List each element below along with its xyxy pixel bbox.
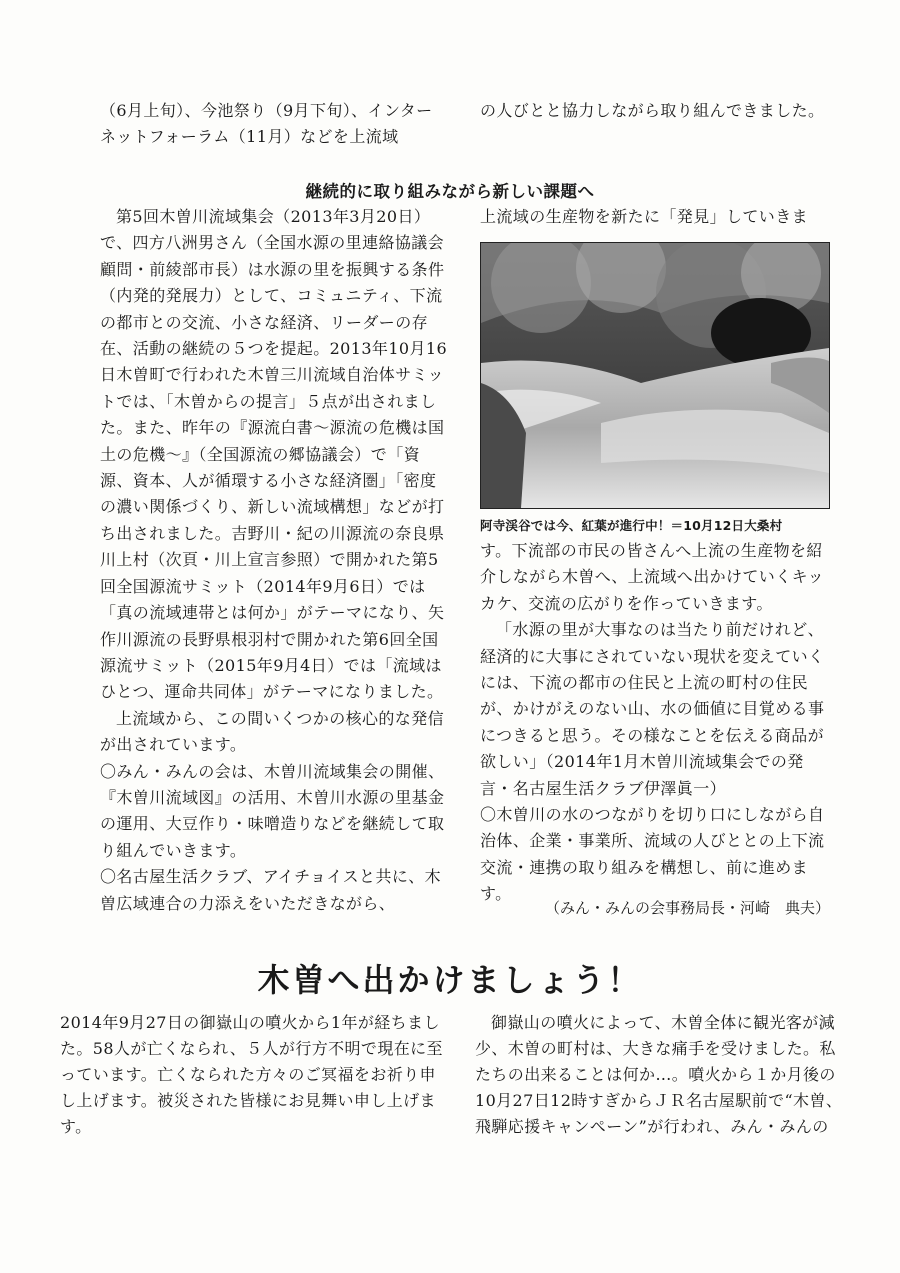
article-right-column [475, 1010, 845, 1140]
top-right-text: の人びとと協力しながら取り組んできました。 [480, 101, 825, 120]
section-right-column [480, 538, 830, 908]
right-top-text: 上流域の生産物を新たに「発見」していきま [480, 207, 809, 226]
author-signature: （みん・みんの会事務局長・河崎 典夫） [544, 899, 830, 917]
section-heading: 継続的に取り組みながら新しい課題へ [305, 182, 595, 201]
valley-photo-image [481, 243, 829, 508]
article-left-column [60, 1010, 445, 1140]
left-paragraph-1: 第5回木曽川流域集会（2013年3月20日）で、四方八洲男さん（全国水源の里連絡協議会顧問・前綾部市長）は水源の里を振興する条件（内発的発展力）として、コミュニティ、下流の都市との交流、小さな経済、リーダーの存在、活動の継続の５つを提起。2013年10月16日木曽町で行われた木曽三川流域自治体サミットでは、「木曽からの提言」５点が出されました。また、昨年の『源流白書～源流の危機は国土の危機～』（全国源流の郷協議会）で「資源、資本、人が循環する小さな経済圏」「密度の濃い関係づくり、新しい流域構想」などが打ち出されました。吉野川・紀の川源流の奈良県川上村（次頁・川上宣言参照）で開かれた第5回全国源流サミット（2014年9月6日）では「真の流域連帯とは何か」がテーマになり、矢作川源流の長野県根羽村で開かれた第6回全国源流サミット（2015年9月4日）では「流域はひとつ、運命共同体」がテーマになりました。 [100, 207, 448, 702]
right-paragraph-2: 「水源の里が大事なのは当たり前だけれど、経済的に大事にされていない現状を変えていくには、下流の都市の住民と上流の町村の住民が、かけがえのない山、水の価値に目覚める事につきると思う。その様なことを伝える商品が欲しい」（2014年1月木曽川流域集会での発言・名古屋生活クラブ伊澤眞一） [480, 620, 825, 798]
top-left-continuation [100, 98, 445, 151]
left-paragraph-3: 〇みん・みんの会は、木曽川流域集会の開催、『木曽川流域図』の活用、木曽川水源の里基金の運用、大豆作り・味噌造りなどを継続して取り組んでいきます。 [100, 761, 445, 860]
valley-photo [480, 242, 830, 509]
photo-caption: 阿寺渓谷では今、紅葉が進行中！＝10月12日大桑村 [480, 518, 783, 533]
right-paragraph-3: 〇木曽川の水のつながりを切り口にしながら自治体、企業・事業所、流域の人びととの上下流交流・連携の取り組みを構想し、前に進めます。 [480, 805, 825, 904]
article-left-text: 2014年9月27日の御嶽山の噴火から1年が経ちました。58人が亡くなられ、５人が行方不明で現在に至っています。亡くなられた方々のご冥福をお祈り申し上げます。被災された皆様にお見舞い申し上げます。 [60, 1013, 443, 1136]
right-paragraph-1: す。下流部の市民の皆さんへ上流の生産物を紹介しながら木曽へ、上流域へ出かけていくキッカケ、交流の広がりを作っていきます。 [480, 541, 825, 613]
left-paragraph-4: 〇名古屋生活クラブ、アイチョイスと共に、木曽広域連合の力添えをいただきながら、 [100, 867, 442, 913]
left-paragraph-2: 上流域から、この間いくつかの核心的な発信が出されています。 [100, 708, 445, 755]
section-right-top [480, 204, 830, 230]
section-left-column [100, 204, 450, 917]
top-left-text: （6月上旬）、今池祭り（9月下旬）、インターネットフォーラム（11月）などを上流域 [100, 101, 433, 147]
article-title: 木曽へ出かけましょう！ [257, 961, 643, 999]
article-right-text: 御嶽山の噴火によって、木曽全体に観光客が減少、木曽の町村は、大きな痛手を受けました。私たちの出来ることは何か…。噴火から１か月後の10月27日12時すぎからＪＲ名古屋駅前で“木曽、飛騨応援キャンペーン”が行われ、みん・みんの [475, 1013, 843, 1136]
top-right-continuation [480, 98, 825, 124]
